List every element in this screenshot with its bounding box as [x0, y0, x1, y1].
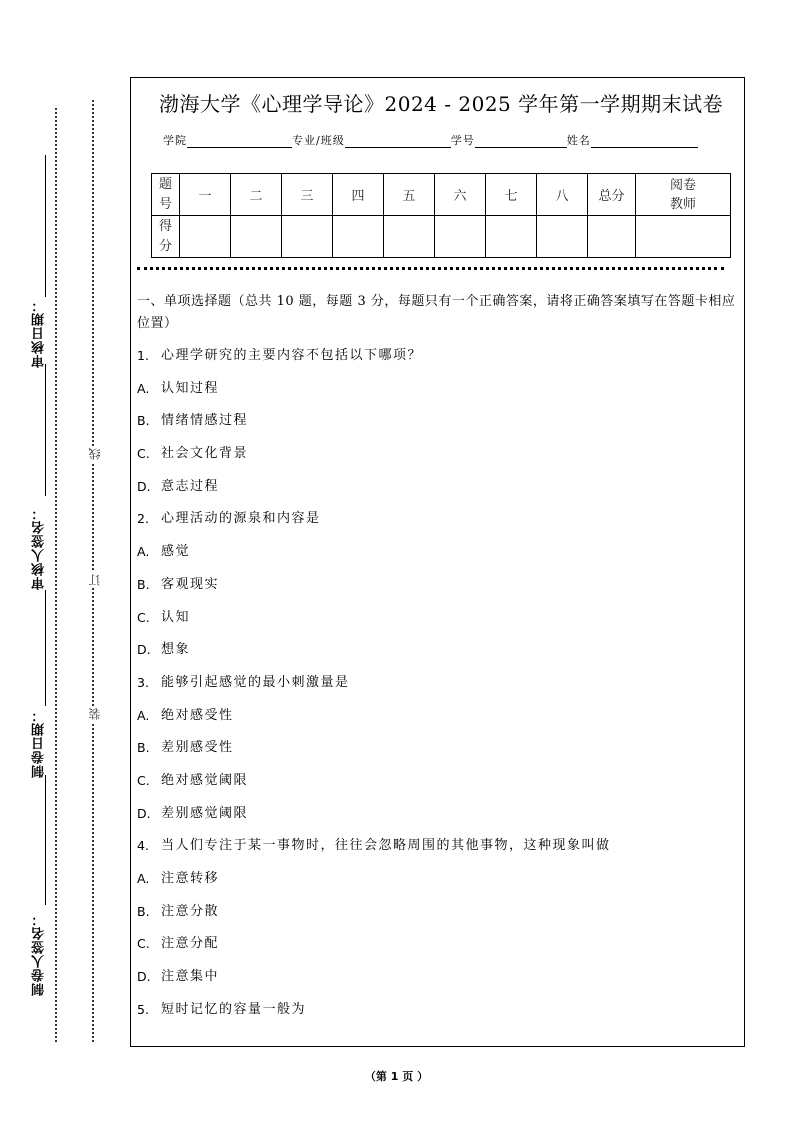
- question-text: 心理学研究的主要内容不包括以下哪项？: [161, 348, 423, 363]
- question-text: 心理活动的源泉和内容是: [161, 511, 321, 527]
- option-key: A.: [137, 707, 150, 723]
- exam-frame: [130, 77, 745, 1047]
- option-item: [137, 379, 737, 412]
- score-row: [152, 216, 731, 258]
- option-key: C.: [137, 936, 150, 952]
- dotted-separator: [137, 267, 724, 270]
- row-header-score: [152, 216, 180, 258]
- option-text: 社会文化背景: [161, 446, 249, 462]
- page-number: （第 1 页 ）: [364, 1070, 429, 1083]
- total-score-cell[interactable]: [588, 216, 636, 258]
- question-number-row: [152, 174, 731, 216]
- question-number: 4.: [137, 838, 149, 854]
- option-text: 注意分散: [161, 903, 220, 919]
- option-text: 注意转移: [161, 871, 220, 886]
- option-key: C.: [137, 609, 150, 625]
- question-list: [137, 346, 737, 1032]
- column-header: 三: [282, 174, 333, 216]
- option-key: A.: [137, 380, 150, 396]
- option-key: B.: [137, 740, 150, 756]
- option-text: 注意集中: [161, 969, 220, 985]
- column-header: 一: [180, 174, 231, 216]
- row-header-char: 号: [158, 196, 172, 212]
- column-header: 二: [231, 174, 282, 216]
- row-header-char: 分: [158, 238, 172, 254]
- row-header-char: 得: [158, 218, 172, 234]
- question-text: 能够引起感觉的最小刺激量是: [161, 674, 350, 690]
- option-key: B.: [137, 413, 150, 429]
- option-item: [137, 967, 737, 1000]
- column-header: 六: [435, 174, 486, 216]
- option-key: A.: [137, 544, 150, 560]
- column-header: 八: [537, 174, 588, 216]
- student-id-label: 学号: [450, 134, 475, 147]
- option-item: [137, 902, 737, 935]
- score-cell[interactable]: [180, 216, 231, 258]
- question-text: 短时记忆的容量一般为: [161, 1001, 307, 1017]
- option-item: [137, 869, 737, 902]
- section-heading: 一、单项选择题（总共 10 题，每题 3 分，每题只有一个正确答案，请将正确答案填写在答题卡相应位置）: [137, 294, 736, 331]
- option-item: [137, 934, 737, 967]
- binding-dotted-line-outer: [55, 108, 57, 1042]
- option-key: D.: [137, 478, 151, 494]
- option-text: 差别感受性: [161, 740, 234, 756]
- score-cell[interactable]: [282, 216, 333, 258]
- question-text: 当人们专注于某一事物时，往往会忽略周围的其他事物，这种现象叫做: [161, 838, 611, 854]
- option-item: [137, 477, 737, 510]
- option-text: 意志过程: [161, 478, 220, 494]
- compiler-signature-label: 制卷人签名：: [32, 912, 47, 996]
- option-item: [137, 542, 737, 575]
- option-key: D.: [137, 969, 151, 985]
- cut-mark-mount: 装: [88, 708, 102, 720]
- option-text: 绝对感受性: [161, 707, 234, 723]
- score-table: [151, 173, 731, 258]
- teacher-label-line: 教师: [669, 196, 696, 212]
- grading-teacher-cell[interactable]: [636, 216, 731, 258]
- reviewer-signature-label: 审核人签名：: [32, 506, 47, 590]
- student-info-row: [163, 132, 698, 148]
- option-text: 想象: [161, 642, 191, 658]
- signature-line: [45, 775, 46, 905]
- row-header-char: 题: [158, 176, 172, 192]
- total-score-header: 总分: [588, 174, 636, 216]
- option-item: [137, 640, 737, 673]
- option-key: C.: [137, 446, 150, 462]
- option-item: [137, 706, 737, 739]
- option-key: D.: [137, 805, 151, 821]
- option-item: [137, 411, 737, 444]
- option-text: 注意分配: [161, 936, 220, 952]
- signature-line: [45, 155, 46, 297]
- cut-mark-bind: 订: [88, 574, 102, 586]
- name-field[interactable]: [591, 135, 698, 148]
- option-item: [137, 608, 737, 641]
- score-cell[interactable]: [537, 216, 588, 258]
- option-key: D.: [137, 642, 151, 658]
- exam-title: 渤海大学《心理学导论》2024 - 2025 学年第一学期期末试卷: [159, 92, 724, 116]
- major-class-label: 专业/班级: [292, 134, 345, 147]
- option-text: 认知过程: [161, 380, 220, 396]
- signature-line: [45, 590, 46, 706]
- signature-line: [45, 364, 46, 496]
- option-item: [137, 771, 737, 804]
- option-item: [137, 738, 737, 771]
- score-cell[interactable]: [384, 216, 435, 258]
- option-key: B.: [137, 576, 150, 592]
- option-item: [137, 804, 737, 837]
- question-number: 3.: [137, 674, 149, 690]
- cut-mark-line: 线: [88, 448, 102, 460]
- compile-date-label: 制卷日期：: [32, 708, 47, 778]
- review-date-label: 审核日期：: [32, 298, 47, 368]
- column-header: 七: [486, 174, 537, 216]
- option-text: 情绪情感过程: [161, 413, 249, 429]
- binding-dotted-line-inner: [92, 100, 94, 1042]
- question-stem: [137, 509, 737, 542]
- option-key: B.: [137, 903, 150, 919]
- question-stem: [137, 1000, 737, 1033]
- teacher-label-line: 阅卷: [669, 177, 696, 193]
- option-text: 差别感觉阈限: [161, 805, 249, 821]
- score-cell[interactable]: [486, 216, 537, 258]
- grading-teacher-header: [636, 174, 731, 216]
- name-label: 姓名: [566, 134, 591, 147]
- column-header: 四: [333, 174, 384, 216]
- score-cell[interactable]: [435, 216, 486, 258]
- college-label: 学院: [163, 134, 187, 147]
- option-text: 感觉: [161, 544, 191, 560]
- question-stem: [137, 673, 737, 706]
- student-id-field[interactable]: [475, 135, 567, 148]
- option-text: 客观现实: [161, 576, 220, 592]
- option-key: C.: [137, 772, 150, 788]
- option-item: [137, 575, 737, 608]
- option-text: 绝对感觉阈限: [161, 772, 249, 788]
- score-cell[interactable]: [333, 216, 384, 258]
- option-text: 认知: [161, 609, 191, 625]
- option-item: [137, 444, 737, 477]
- college-field[interactable]: [187, 135, 292, 148]
- question-number: 5.: [137, 1001, 149, 1017]
- major-class-field[interactable]: [345, 135, 451, 148]
- score-cell[interactable]: [231, 216, 282, 258]
- question-stem: [137, 836, 737, 869]
- question-number: 1.: [137, 348, 149, 363]
- question-number: 2.: [137, 511, 149, 527]
- row-header-question-number: [152, 174, 180, 216]
- option-key: A.: [137, 871, 150, 886]
- question-stem: [137, 346, 737, 379]
- column-header: 五: [384, 174, 435, 216]
